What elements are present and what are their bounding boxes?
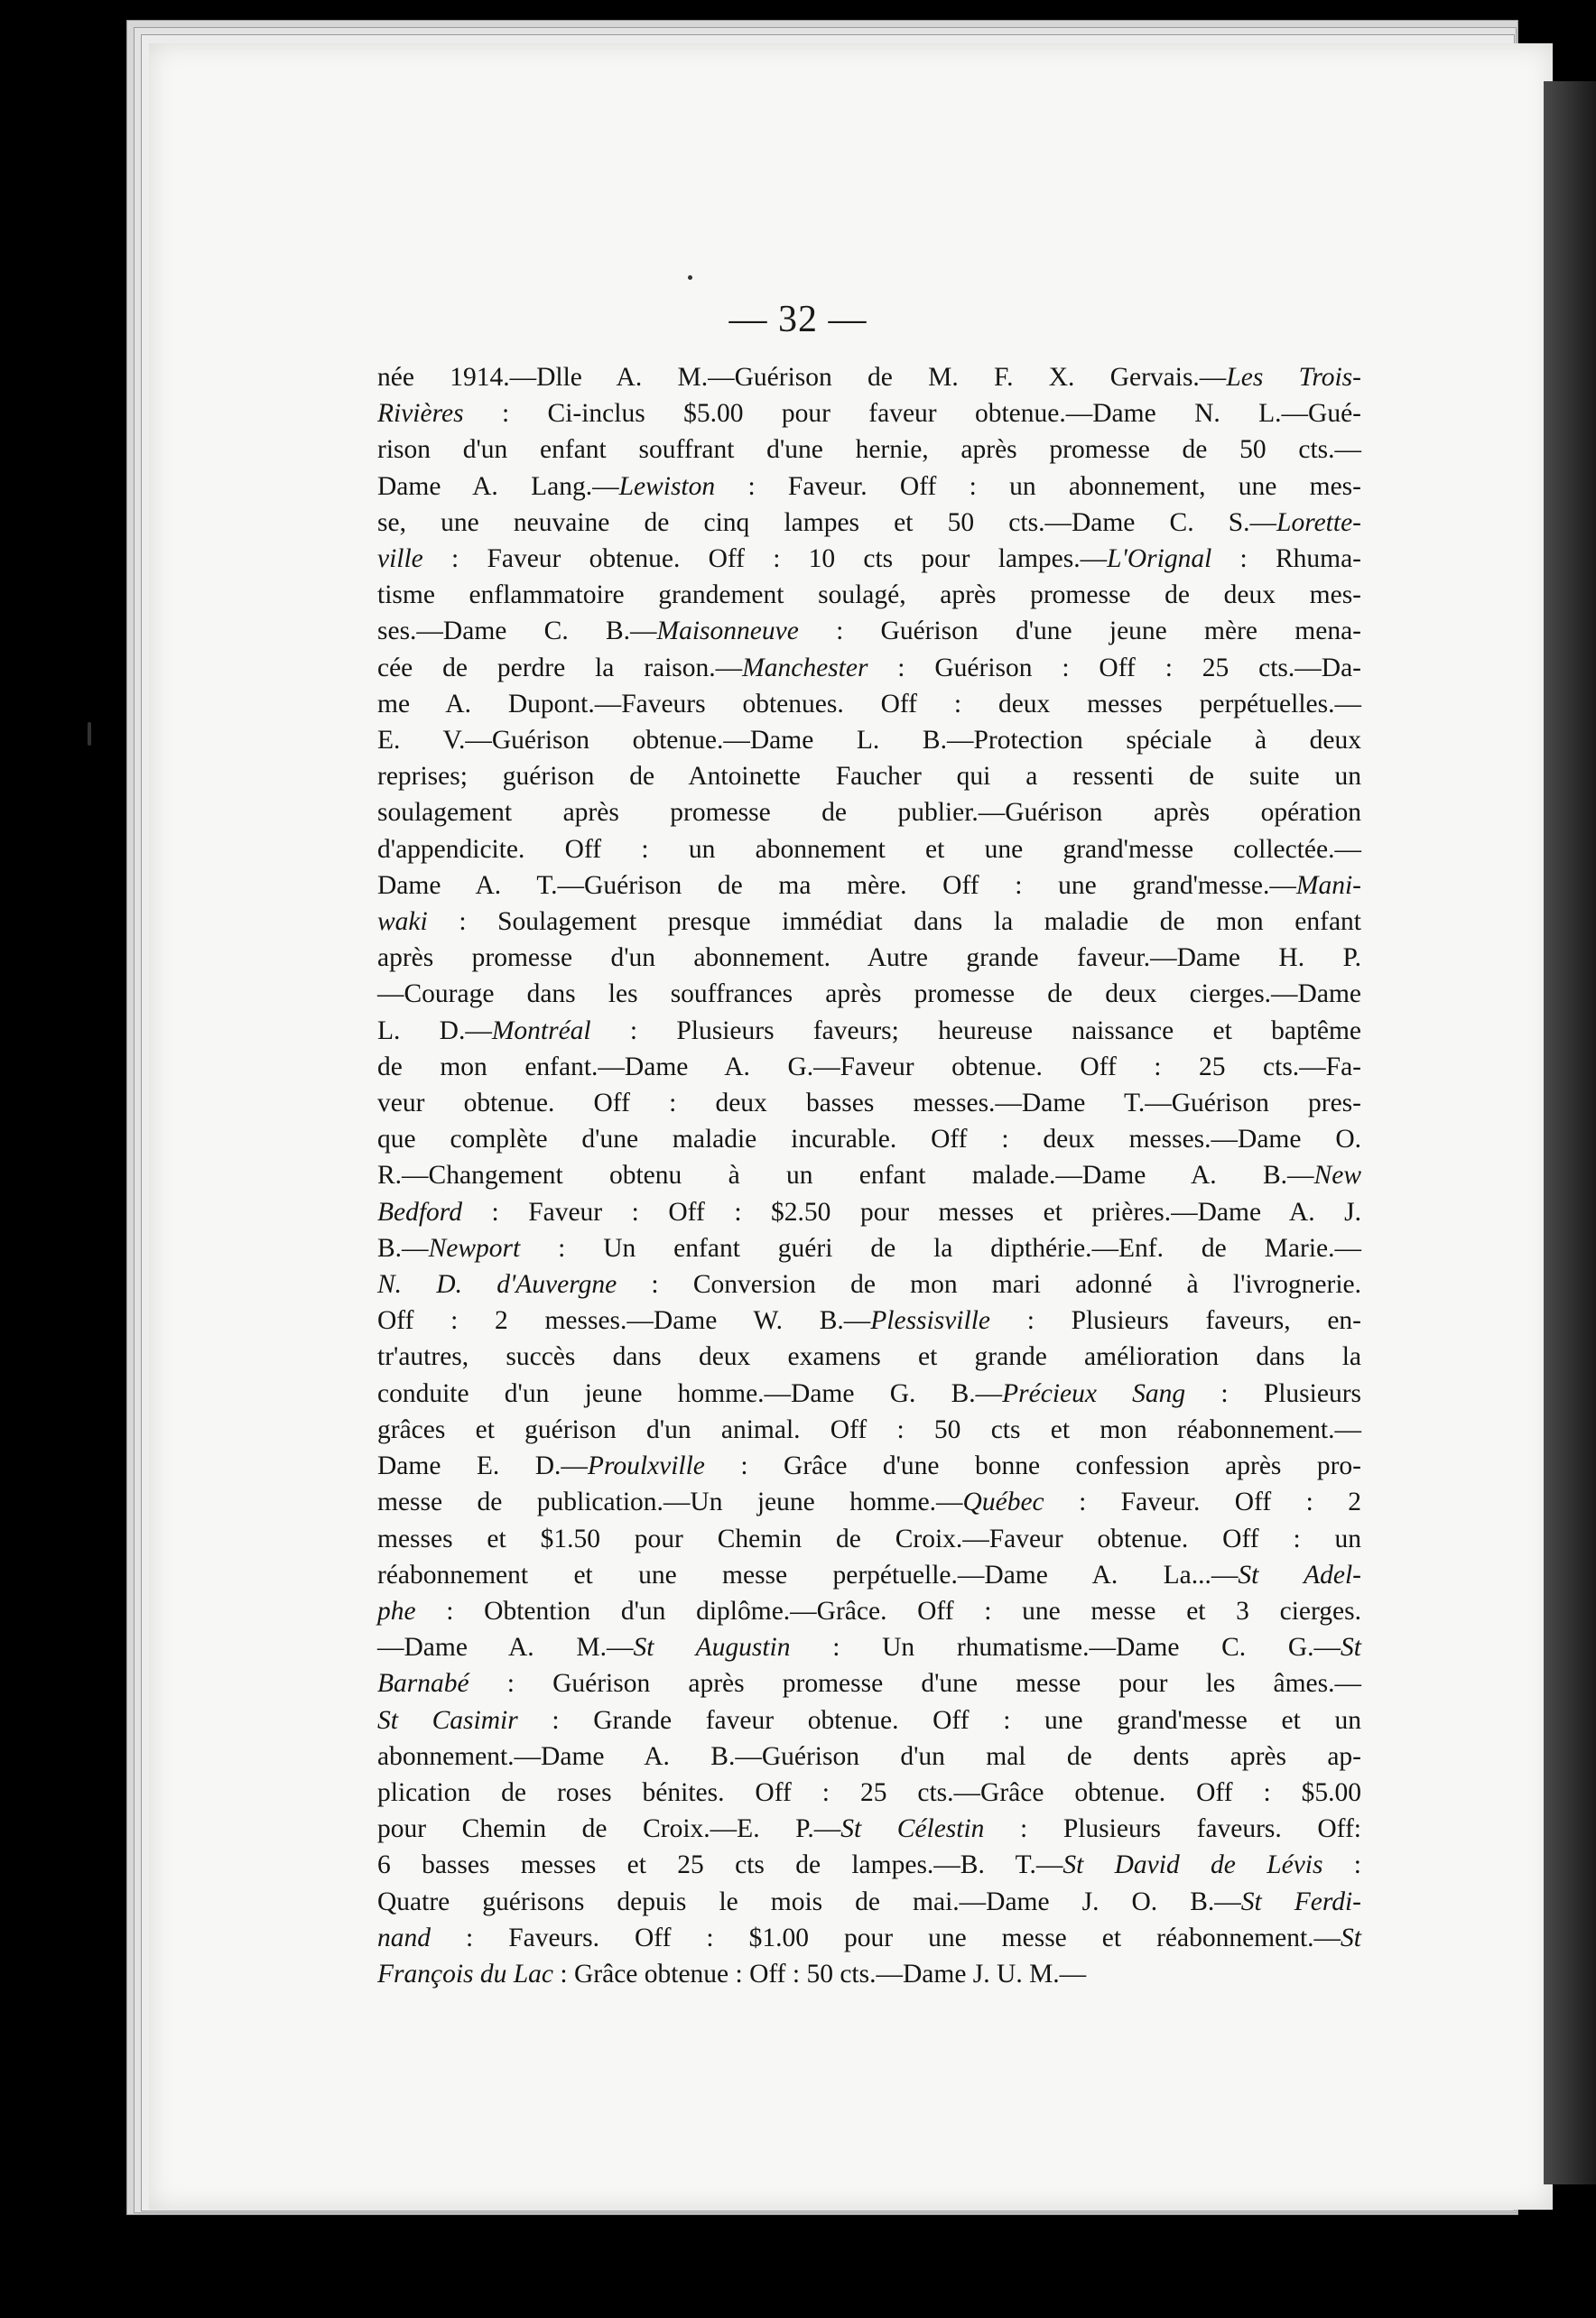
text-line	[377, 940, 1361, 976]
text-line	[377, 505, 1361, 541]
text-segment: de mon enfant.—Dame A. G.—Faveur obtenue. Off : 25 cts.—Fa-	[377, 1052, 1361, 1081]
text-segment: : Faveur obtenue. Off : 10 cts pour lampes.—	[422, 544, 1108, 574]
text-segment: Dame A. Lang.—	[377, 471, 619, 501]
body-text	[377, 359, 1361, 1992]
text-line	[377, 1920, 1361, 1956]
text-line	[377, 1376, 1361, 1412]
text-segment: : Conversion de mon mari adonné à l'ivrognerie.	[617, 1270, 1361, 1300]
text-line	[377, 541, 1361, 577]
place-name: St Ferdi-	[1240, 1887, 1361, 1916]
text-segment: —Courage dans les souffrances après promesse de deux cierges.—Dame	[377, 979, 1361, 1009]
text-segment: d'appendicite. Off : un abonnement et une grand'messe collectée.—	[377, 834, 1361, 864]
text-line	[377, 1956, 1361, 1992]
place-name: St	[1341, 1923, 1361, 1952]
text-line	[377, 976, 1361, 1012]
text-segment: L. D.—	[377, 1015, 492, 1045]
speck	[88, 722, 91, 746]
place-name: Bedford	[377, 1197, 462, 1227]
text-segment: me A. Dupont.—Faveurs obtenues. Off : deux messes perpétuelles.—	[377, 689, 1361, 719]
text-segment: —Dame A. M.—	[377, 1633, 634, 1663]
place-name: Mani-	[1295, 870, 1361, 900]
text-line	[377, 1811, 1361, 1847]
text-line	[377, 613, 1361, 649]
place-name: St David de Lévis	[1062, 1850, 1323, 1880]
place-name: Barnabé	[377, 1669, 469, 1699]
text-segment: : Un rhumatisme.—Dame C. G.—	[790, 1633, 1341, 1663]
text-line	[377, 1303, 1361, 1339]
text-segment: : Faveur. Off : 2	[1044, 1488, 1361, 1517]
text-line	[377, 1230, 1361, 1266]
text-line	[377, 1448, 1361, 1484]
text-segment: Dame A. T.—Guérison de ma mère. Off : une grand'messe.—	[377, 870, 1296, 900]
text-segment: veur obtenue. Off : deux basses messes.—Dame T.—Guérison pres-	[377, 1089, 1361, 1118]
text-segment: pour Chemin de Croix.—E. P.—	[377, 1814, 841, 1844]
text-segment: : Grande faveur obtenue. Off : une grand'messe et un	[517, 1705, 1361, 1735]
place-name: St Casimir	[377, 1705, 518, 1735]
text-line	[377, 1884, 1361, 1920]
text-line	[377, 1013, 1361, 1049]
text-line	[377, 722, 1361, 758]
place-name: Plessisville	[870, 1306, 990, 1336]
binding-shadow	[1544, 81, 1596, 2184]
text-segment: rison d'un enfant souffrant d'une hernie, après promesse de 50 cts.—	[377, 435, 1361, 465]
text-line	[377, 650, 1361, 686]
text-segment: : Soulagement presque immédiat dans la maladie de mon enfant	[427, 907, 1361, 937]
text-line	[377, 1557, 1361, 1593]
text-segment: : Ci-inclus $5.00 pour faveur obtenue.—Dame N. L.—Gué-	[463, 399, 1361, 429]
text-line	[377, 1665, 1361, 1701]
speck	[688, 275, 692, 280]
text-line	[377, 1412, 1361, 1448]
text-segment: : Un enfant guéri de la dipthérie.—Enf. de Marie.—	[520, 1233, 1361, 1263]
text-line	[377, 1629, 1361, 1665]
text-segment: R.—Changement obtenu à un enfant malade.—Dame A. B.—	[377, 1161, 1314, 1191]
place-name: Précieux Sang	[1002, 1378, 1186, 1408]
place-name: St Augustin	[633, 1633, 791, 1663]
place-name: nand	[377, 1923, 431, 1952]
text-line	[377, 468, 1361, 505]
text-line	[377, 904, 1361, 940]
place-name: St	[1341, 1633, 1361, 1663]
text-segment: : Plusieurs faveurs. Off:	[984, 1814, 1361, 1844]
place-name: St Adel-	[1238, 1560, 1361, 1590]
text-segment: : Plusieurs faveurs; heureuse naissance et baptême	[590, 1015, 1361, 1045]
text-line	[377, 1593, 1361, 1629]
text-segment: messe de publication.—Un jeune homme.—	[377, 1488, 963, 1517]
text-segment: Dame E. D.—	[377, 1451, 588, 1481]
text-line	[377, 577, 1361, 613]
place-name: Proulxville	[587, 1451, 705, 1481]
text-line	[377, 1738, 1361, 1775]
text-line	[377, 1157, 1361, 1193]
text-line	[377, 831, 1361, 867]
page-number: — 32 —	[728, 299, 868, 340]
text-line	[377, 1484, 1361, 1520]
place-name: Les Trois-	[1226, 363, 1361, 392]
text-segment: 6 basses messes et 25 cts de lampes.—B. T.—	[377, 1850, 1063, 1880]
text-segment: : Faveur. Off : un abonnement, une mes-	[715, 471, 1361, 501]
text-line	[377, 1702, 1361, 1738]
text-segment: abonnement.—Dame A. B.—Guérison d'un mal de dents après ap-	[377, 1741, 1361, 1771]
place-name: Rivières	[377, 399, 464, 429]
place-name: L'Orignal	[1107, 544, 1212, 574]
text-line	[377, 1339, 1361, 1375]
text-segment: : Guérison d'une jeune mère mena-	[798, 617, 1361, 646]
text-line	[377, 1775, 1361, 1811]
text-segment: Quatre guérisons depuis le mois de mai.—Dame J. O. B.—	[377, 1887, 1241, 1916]
place-name: waki	[377, 907, 428, 937]
text-line	[377, 794, 1361, 830]
place-name: St Célestin	[840, 1814, 985, 1844]
text-segment: soulagement après promesse de publier.—Guérison après opération	[377, 798, 1361, 828]
text-segment: : Obtention d'un diplôme.—Grâce. Off : une messe et 3 cierges.	[415, 1596, 1361, 1626]
text-segment: : Guérison après promesse d'une messe pour les âmes.—	[469, 1669, 1361, 1699]
text-segment: tr'autres, succès dans deux examens et grande amélioration dans la	[377, 1342, 1361, 1372]
text-segment: Off : 2 messes.—Dame W. B.—	[377, 1306, 871, 1336]
text-segment: que complète d'une maladie incurable. Off : deux messes.—Dame O.	[377, 1125, 1361, 1154]
text-segment: tisme enflammatoire grandement soulagé, après promesse de deux mes-	[377, 580, 1361, 610]
place-name: Lorette-	[1276, 507, 1361, 537]
text-segment: : Plusieurs	[1185, 1378, 1361, 1408]
place-name: François du Lac	[377, 1959, 554, 1989]
place-name: Maisonneuve	[656, 617, 799, 646]
text-segment: plication de roses bénites. Off : 25 cts.—Grâce obtenue. Off : $5.00	[377, 1777, 1361, 1807]
place-name: Montréal	[491, 1015, 591, 1045]
place-name: New	[1313, 1161, 1361, 1191]
text-segment: réabonnement et une messe perpétuelle.—Dame A. La...—	[377, 1560, 1239, 1590]
place-name: ville	[377, 544, 423, 574]
text-segment: ses.—Dame C. B.—	[377, 617, 657, 646]
text-segment: se, une neuvaine de cinq lampes et 50 cts.—Dame C. S.—	[377, 507, 1277, 537]
text-line	[377, 1847, 1361, 1883]
text-line	[377, 1521, 1361, 1557]
text-line	[377, 1085, 1361, 1121]
text-line	[377, 867, 1361, 904]
text-segment: grâces et guérison d'un animal. Off : 50 cts et mon réabonnement.—	[377, 1414, 1361, 1444]
text-segment: conduite d'un jeune homme.—Dame G. B.—	[377, 1378, 1003, 1408]
text-line	[377, 431, 1361, 468]
text-segment: : Grâce d'une bonne confession après pro-	[704, 1451, 1361, 1481]
text-segment: E. V.—Guérison obtenue.—Dame L. B.—Protection spéciale à deux	[377, 726, 1361, 756]
place-name: Newport	[428, 1233, 521, 1263]
text-segment: cée de perdre la raison.—	[377, 653, 743, 682]
text-segment: : Rhuma-	[1211, 544, 1361, 574]
text-segment: :	[1322, 1850, 1362, 1880]
place-name: Lewiston	[618, 471, 716, 501]
place-name: phe	[377, 1596, 416, 1626]
text-segment: reprises; guérison de Antoinette Faucher qui a ressenti de suite un	[377, 762, 1361, 792]
text-segment: : Faveur : Off : $2.50 pour messes et prières.—Dame A. J.	[461, 1197, 1361, 1227]
text-segment: née 1914.—Dlle A. M.—Guérison de M. F. X. Gervais.—	[377, 363, 1227, 392]
place-name: N. D. d'Auvergne	[377, 1270, 617, 1300]
text-segment: : Plusieurs faveurs, en-	[990, 1306, 1362, 1336]
text-line	[377, 1266, 1361, 1303]
text-segment: après promesse d'un abonnement. Autre grande faveur.—Dame H. P.	[377, 943, 1361, 973]
text-line	[377, 359, 1361, 395]
text-segment: messes et $1.50 pour Chemin de Croix.—Faveur obtenue. Off : un	[377, 1524, 1361, 1553]
text-segment: : Faveurs. Off : $1.00 pour une messe et réabonnement.—	[431, 1923, 1341, 1952]
text-line	[377, 686, 1361, 722]
text-line	[377, 1194, 1361, 1230]
text-segment: : Guérison : Off : 25 cts.—Da-	[868, 653, 1361, 682]
text-line	[377, 1049, 1361, 1085]
text-line	[377, 395, 1361, 431]
text-segment: : Grâce obtenue : Off : 50 cts.—Dame J. U. M.—	[553, 1959, 1087, 1989]
text-line	[377, 1121, 1361, 1157]
place-name: Québec	[962, 1488, 1044, 1517]
place-name: Manchester	[742, 653, 868, 682]
text-line	[377, 758, 1361, 794]
text-segment: B.—	[377, 1233, 429, 1263]
